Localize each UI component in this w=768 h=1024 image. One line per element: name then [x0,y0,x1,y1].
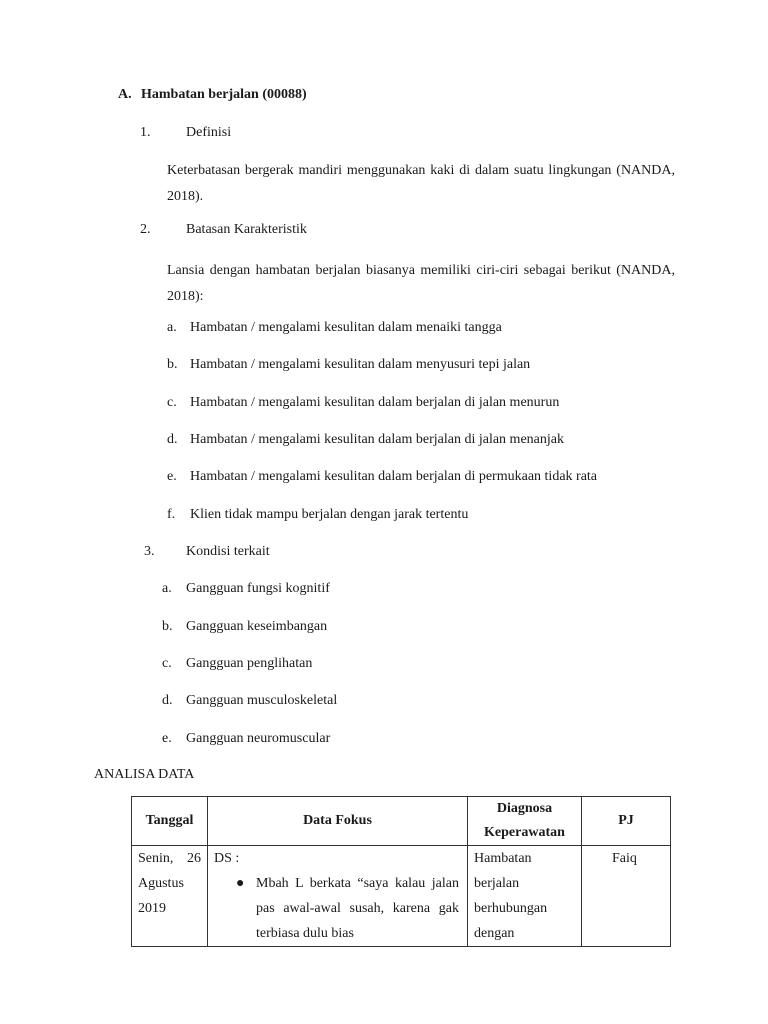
fokus-list [214,871,459,946]
header-diagnosa [468,797,582,846]
ds-label: DS : [214,851,240,866]
list-item-letter: c. [167,395,177,410]
cell-tanggal [132,846,208,947]
cell-data-fokus [208,846,468,947]
fokus-bullet-text: Mbah L berkata “saya kalau jalan pas awal-awal susah, karena gak terbiasa dulu bias [256,876,459,941]
list-item-letter: c. [162,656,172,671]
item-label-definisi: Definisi [186,125,232,140]
section-title: Hambatan berjalan (00088) [141,87,307,102]
list-item: Hambatan / mengalami kesulitan dalam berjalan di jalan menanjak [190,432,564,447]
list-item-letter: d. [167,432,178,447]
section-letter: A. [118,87,132,102]
list-item-letter: a. [167,320,177,335]
list-item: Gangguan neuromuscular [186,731,331,746]
diagnosa-line: berhubungan [474,901,548,916]
header-pj: PJ [582,797,671,846]
diagnosa-line: berjalan [474,876,520,891]
list-item-letter: e. [167,469,177,484]
diagnosa-line: dengan [474,926,515,941]
list-item [214,871,459,946]
tanggal-line: Senin, 26 [138,851,201,866]
list-item: Gangguan keseimbangan [186,619,328,634]
analisa-heading: ANALISA DATA [94,767,195,782]
list-item-letter: d. [162,693,173,708]
list-item-letter: b. [162,619,173,634]
header-diagnosa-line2: Keperawatan [484,825,565,840]
list-item-letter: b. [167,357,178,372]
list-item: Hambatan / mengalami kesulitan dalam berjalan di jalan menurun [190,395,560,410]
table-row [132,846,671,947]
tanggal-line: 2019 [138,901,166,916]
list-item-letter: a. [162,581,172,596]
item-label-kondisi: Kondisi terkait [186,544,270,559]
list-item-letter: f. [167,507,176,522]
batasan-paragraph: Lansia dengan hambatan berjalan biasanya memiliki ciri-ciri sebagai berikut (NANDA, 2018): [167,263,675,304]
analisa-table [131,796,671,947]
definisi-paragraph: Keterbatasan bergerak mandiri menggunakan kaki di dalam suatu lingkungan (NANDA, 2018). [167,163,675,204]
item-label-batasan: Batasan Karakteristik [186,222,307,237]
cell-pj [582,846,671,947]
item-number: 1. [140,125,151,140]
list-item: Hambatan / mengalami kesulitan dalam menyusuri tepi jalan [190,357,531,372]
list-item: Gangguan fungsi kognitif [186,581,330,596]
item-number: 2. [140,222,151,237]
item-number: 3. [144,544,155,559]
list-item: Hambatan / mengalami kesulitan dalam berjalan di permukaan tidak rata [190,469,598,484]
list-item: Hambatan / mengalami kesulitan dalam menaiki tangga [190,320,502,335]
list-item: Gangguan penglihatan [186,656,313,671]
header-tanggal: Tanggal [132,797,208,846]
table-header-row [132,797,671,846]
diagnosa-line: Hambatan [474,851,532,866]
header-data-fokus: Data Fokus [208,797,468,846]
list-item-letter: e. [162,731,172,746]
tanggal-line: Agustus [138,876,184,891]
pj-value: Faiq [612,851,637,866]
list-item: Gangguan musculoskeletal [186,693,338,708]
bullet-icon: ● [236,876,245,891]
list-item: Klien tidak mampu berjalan dengan jarak tertentu [190,507,469,522]
header-diagnosa-line1: Diagnosa [496,801,553,816]
cell-diagnosa [468,846,582,947]
